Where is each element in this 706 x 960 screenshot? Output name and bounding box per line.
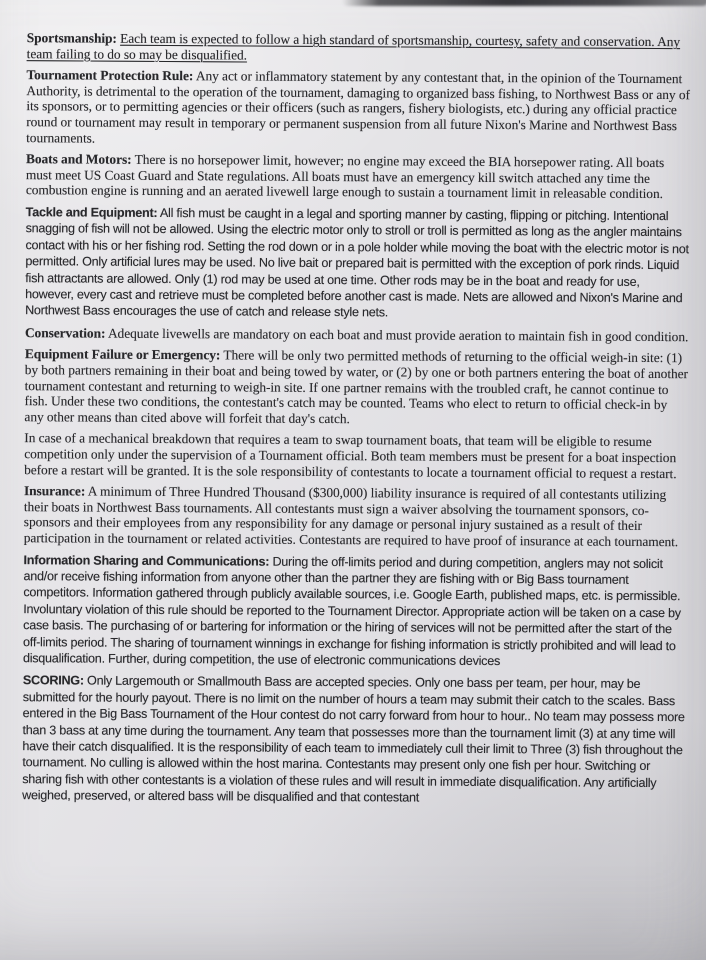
tackle-equipment-heading: Tackle and Equipment: (25, 205, 158, 220)
tournament-protection-heading: Tournament Protection Rule: (26, 67, 194, 84)
tournament-protection-body: Any act or inflammatory statement by any contestant that, in the opinion of the Tournament Authority, is detrimental to the operation of the tournament, damaging to organized bass fishing, to Northwest Bass or any of its sponsors, or to permitting agencies or their officers (such as rangers, fishery biologists, etc.) during any official practice round or tournament may result in temporary or permanent suspension from all future Nixon's Marine and Northwest Bass tournaments. (26, 68, 691, 146)
section-tackle-equipment (25, 204, 691, 323)
insurance-body: A minimum of Three Hundred Thousand ($300,000) liability insurance is required of all contestants utilizing their boats in Northwest Bass tournaments. All contestants must sign a waiver absolving the tournament sponsors, co-sponsors and their employees from any responsibility for any damage or personal injury sustained as a result of their participation in the tournament or related activities. Contestants are required to have proof of insurance at each tournament. (23, 483, 679, 550)
section-insurance (24, 483, 689, 549)
conservation-heading: Conservation: (24, 324, 106, 341)
equipment-failure-body: There will be only two permitted methods of returning to the official weigh-in site: (1) by both partners remaining in their boat and being towed by water, or (2) by one or both partners entering the boat of another tournament contestant and returning to weigh-in site. If one partner remains with the troubled craft, he cannot continue to fish. Under these two conditions, the contestant's catch may be counted. Teams who elect to return to official check-in by any other means than cited above will forfeit that day's catch. (24, 347, 689, 426)
sportsmanship-heading: Sportsmanship: (26, 30, 117, 46)
information-sharing-heading: Information Sharing and Communications: (23, 552, 270, 569)
boats-motors-heading: Boats and Motors: (25, 151, 132, 167)
scoring-body: Only Largemouth or Smallmouth Bass are accepted species. Only one bass per team, per hour, may be submitted for the hourly payout. There is no limit on the number of hours a team may submit their catch to the scales. Bass entered in the Big Bass Tournament of the Hour contest do not carry forward from hour to hour.. No team may possess more than 3 bass at any time during the tournament. Any team that possesses more than the tournament limit (3) at any time will have their catch disqualified. It is the responsibility of each team to immediately cull their limit to Three (3) fish throughout the tournament. No culling is allowed within the host marina. Contestants may present only one fish per hour. Switching or sharing fish with other contestants is a violation of these rules and will result in immediate disqualification. Any artificially weighed, preserved, or altered bass will be disqualified and that contestant (22, 673, 685, 805)
section-sportsmanship (27, 30, 692, 65)
section-mechanical-breakdown (24, 431, 689, 482)
boats-motors-body: There is no horsepower limit, however; no engine may exceed the BIA horsepower rating. All boats must meet US Coast Guard and State regulations. All boats must have an emergency kill switch attached any time the combustion engine is running and an aerated livewell large enough to sustain a tournament limit in releasable condition. (25, 151, 665, 202)
section-conservation (25, 325, 690, 345)
section-tournament-protection (26, 67, 691, 149)
mechanical-breakdown-body: In case of a mechanical breakdown that requires a team to swap tournament boats, that team will be eligible to resume competition only under the supervision of a Tournament official. Both team members must be present for a boat inspection before a restart will be granted. It is the sole responsibility of contestants to locate a tournament official to request a restart. (24, 430, 677, 481)
section-boats-motors (26, 151, 691, 202)
conservation-body: Adequate livewells are mandatory on each boat and must provide aeration to maintain fish in good condition. (107, 325, 689, 344)
sportsmanship-body: Each team is expected to follow a high standard of sportsmanship, courtesy, safety and conservation. Any team failing to do so may be disqualified. (26, 30, 681, 63)
section-equipment-failure (24, 347, 689, 429)
insurance-heading: Insurance: (23, 483, 86, 499)
scoring-heading: SCORING: (22, 673, 84, 688)
information-sharing-body: During the off-limits period and during competition, anglers may not solicit and/or receive fishing information from anyone other than the partner they are fishing with or Big Bass tournament competitors. Information gathered through publicly available sources, i.e. Google Earth, published maps, etc. is permissible. Involuntary violation of this rule should be reported to the Tournament Director. Appropriate action will be taken on a case by case basis. The purchasing of or bartering for information or the hiring of services will not be permitted after the start of the off-limits period. The sharing of tournament winnings in exchange for fishing information is strictly prohibited and will lead to disqualification. Further, during competition, the use of electronic communications devices (22, 554, 681, 669)
section-information-sharing (23, 552, 689, 671)
equipment-failure-heading: Equipment Failure or Emergency: (24, 346, 221, 363)
tackle-equipment-body: All fish must be caught in a legal and sporting manner by casting, flipping or pitching. Intentional snagging of fish will not be allowed. Using the electric motor only to stroll or troll is permitted as long as the angler maintains contact with his or her fishing rod. Setting the rod down or in a pole holder while moving the boat with the electric motor is not permitted. Only artificial lures may be used. No live bait or prepared bait is permitted with the exception of pork rinds. Liquid fish attractants are allowed. Only (1) rod may be used at one time. Other rods may be in the boat and ready for use, however, every cast and retrieve must be completed before another cast is made. Nets are allowed and Nixon's Marine and Northwest Bass encourages the use of catch and release style nets. (25, 205, 689, 320)
section-scoring (22, 672, 688, 807)
